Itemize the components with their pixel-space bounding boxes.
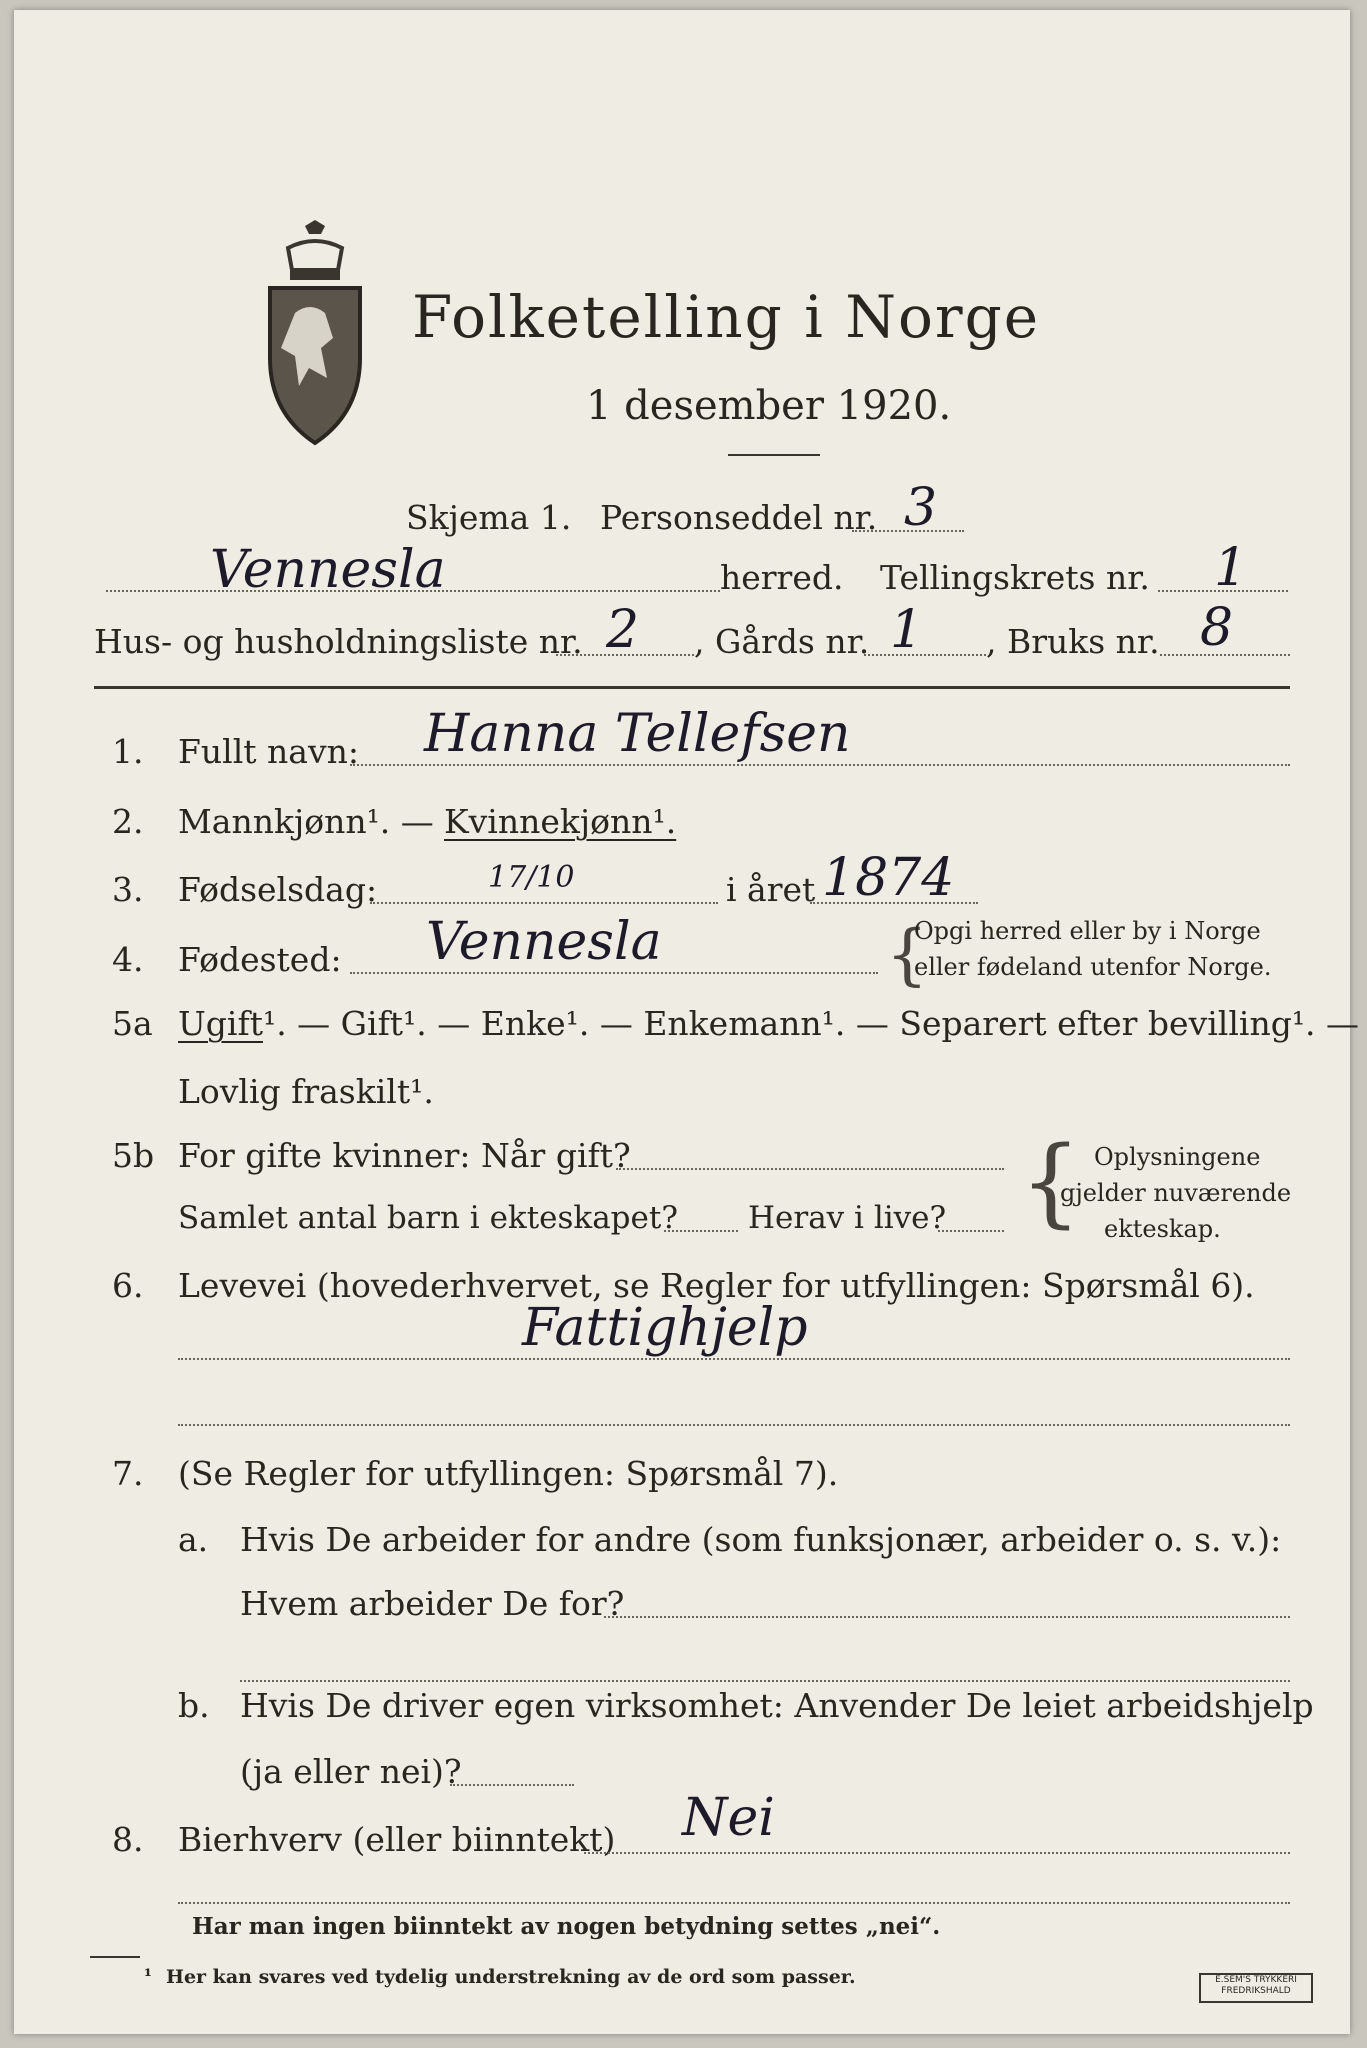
q7-label: (Se Regler for utfyllingen: Spørsmål 7). [178,1454,839,1493]
q5a-rest: ¹. — Gift¹. — Enke¹. — Enkemann¹. — Separert efter bevilling¹. — [262,1004,1360,1043]
tellingskrets-value: 1 [1214,538,1248,598]
q4-note-line1: Opgi herred eller by i Norge [914,917,1261,945]
q7a-line2 [240,1680,1290,1682]
husliste-label: Hus- og husholdningsliste nr. [94,622,583,661]
q5b-label3: Herav i live? [748,1200,947,1236]
q4-note-line2: eller fødeland utenfor Norge. [914,953,1272,981]
q7a-text: Hvis De arbeider for andre (som funksjonær, arbeider o. s. v.): [240,1520,1282,1559]
header-rule [94,686,1290,689]
q8-number: 8. [112,1820,144,1859]
q5b-note-brace: { [1020,1126,1082,1238]
census-form-page [14,10,1360,2034]
q3-day-value: 17/10 [488,860,575,895]
q6-number: 6. [112,1266,144,1305]
printer-stamp: E.SEM'S TRYKKERI FREDRIKSHALD [1199,1973,1313,2003]
q5b-label1: For gifte kvinner: Når gift? [178,1136,631,1175]
norwegian-coat-of-arms-icon [250,218,380,448]
footer-note: Har man ingen biinntekt av nogen betydning settes „nei“. [192,1913,941,1940]
q1-line [350,764,1290,766]
q7b-text: Hvis De driver egen virksomhet: Anvender De leiet arbeidshjelp [240,1686,1314,1725]
skjema-label: Skjema 1. [406,498,572,537]
q8-line2 [178,1902,1290,1904]
q8-value: Nei [682,1788,775,1848]
q5b-line1 [616,1168,1004,1170]
footnote-text: Her kan svares ved tydelig understrekning av de ord som passer. [166,1966,856,1988]
q4-number: 4. [112,940,144,979]
q4-note-brace: { [886,916,928,993]
q6-value: Fattighjelp [522,1298,808,1358]
q5b-number: 5b [112,1136,155,1175]
gards-line [864,654,986,656]
tellingskrets-label: Tellingskrets nr. [880,558,1150,597]
q1-value: Hanna Tellefsen [424,704,851,764]
q8-label: Bierhverv (eller biinntekt) [178,1820,616,1859]
q1-label: Fullt navn: [178,732,359,771]
q7-number: 7. [112,1454,144,1493]
title-divider [728,454,820,456]
q4-line [350,972,878,974]
q3-label: Fødselsdag: [178,870,378,909]
q7a-letter: a. [178,1520,209,1559]
q5b-label2: Samlet antal barn i ekteskapet? [178,1200,678,1236]
q7b-text2: (ja eller nei)? [240,1752,462,1791]
q6-label: Levevei (hovederhvervet, se Regler for utfyllingen: Spørsmål 6). [178,1266,1255,1305]
husliste-value: 2 [606,600,640,660]
q5a-ugift: Ugift [178,1004,263,1043]
bruks-value: 8 [1200,598,1234,658]
q5b-note1: Oplysningene [1094,1143,1261,1171]
q5a-options [178,1004,1359,1044]
q3-number: 3. [112,870,144,909]
q5b-note3: ekteskap. [1104,1215,1221,1243]
q1-number: 1. [112,732,144,771]
q6-line2 [178,1424,1290,1426]
q5b-note2: gjelder nuværende [1060,1179,1292,1207]
form-title: Folketelling i Norge [412,283,1041,351]
q3-year-label: i året [726,870,816,909]
gards-label: , Gårds nr. [694,622,870,661]
q2-kvinne: Kvinnekjønn¹. [444,802,677,841]
q5b-line2 [664,1230,738,1232]
q4-label: Fødested: [178,940,342,979]
q5a-line2: Lovlig fraskilt¹. [178,1072,434,1111]
footnote-rule [90,1956,140,1958]
q2-mann: Mannkjønn¹. — [178,802,434,841]
herred-value: Vennesla [210,540,446,600]
q5a-number: 5a [112,1004,153,1043]
q7b-letter: b. [178,1686,210,1725]
q3-year-value: 1874 [822,848,955,908]
q2-number: 2. [112,802,144,841]
q7b-line [450,1784,574,1786]
q7a-line1 [604,1616,1290,1618]
q4-value: Vennesla [426,912,662,972]
q5b-line3 [938,1230,1004,1232]
personseddel-label: Personseddel nr. [600,498,878,537]
gards-value: 1 [890,600,924,660]
census-date: 1 desember 1920. [586,383,952,429]
footnote-mark: ¹ [144,1966,152,1987]
bruks-label: , Bruks nr. [986,622,1160,661]
herred-label: herred. [720,558,844,597]
personseddel-value: 3 [904,478,938,538]
q7a-text2: Hvem arbeider De for? [240,1584,625,1623]
q8-line1 [584,1852,1290,1854]
q6-line1 [178,1358,1290,1360]
